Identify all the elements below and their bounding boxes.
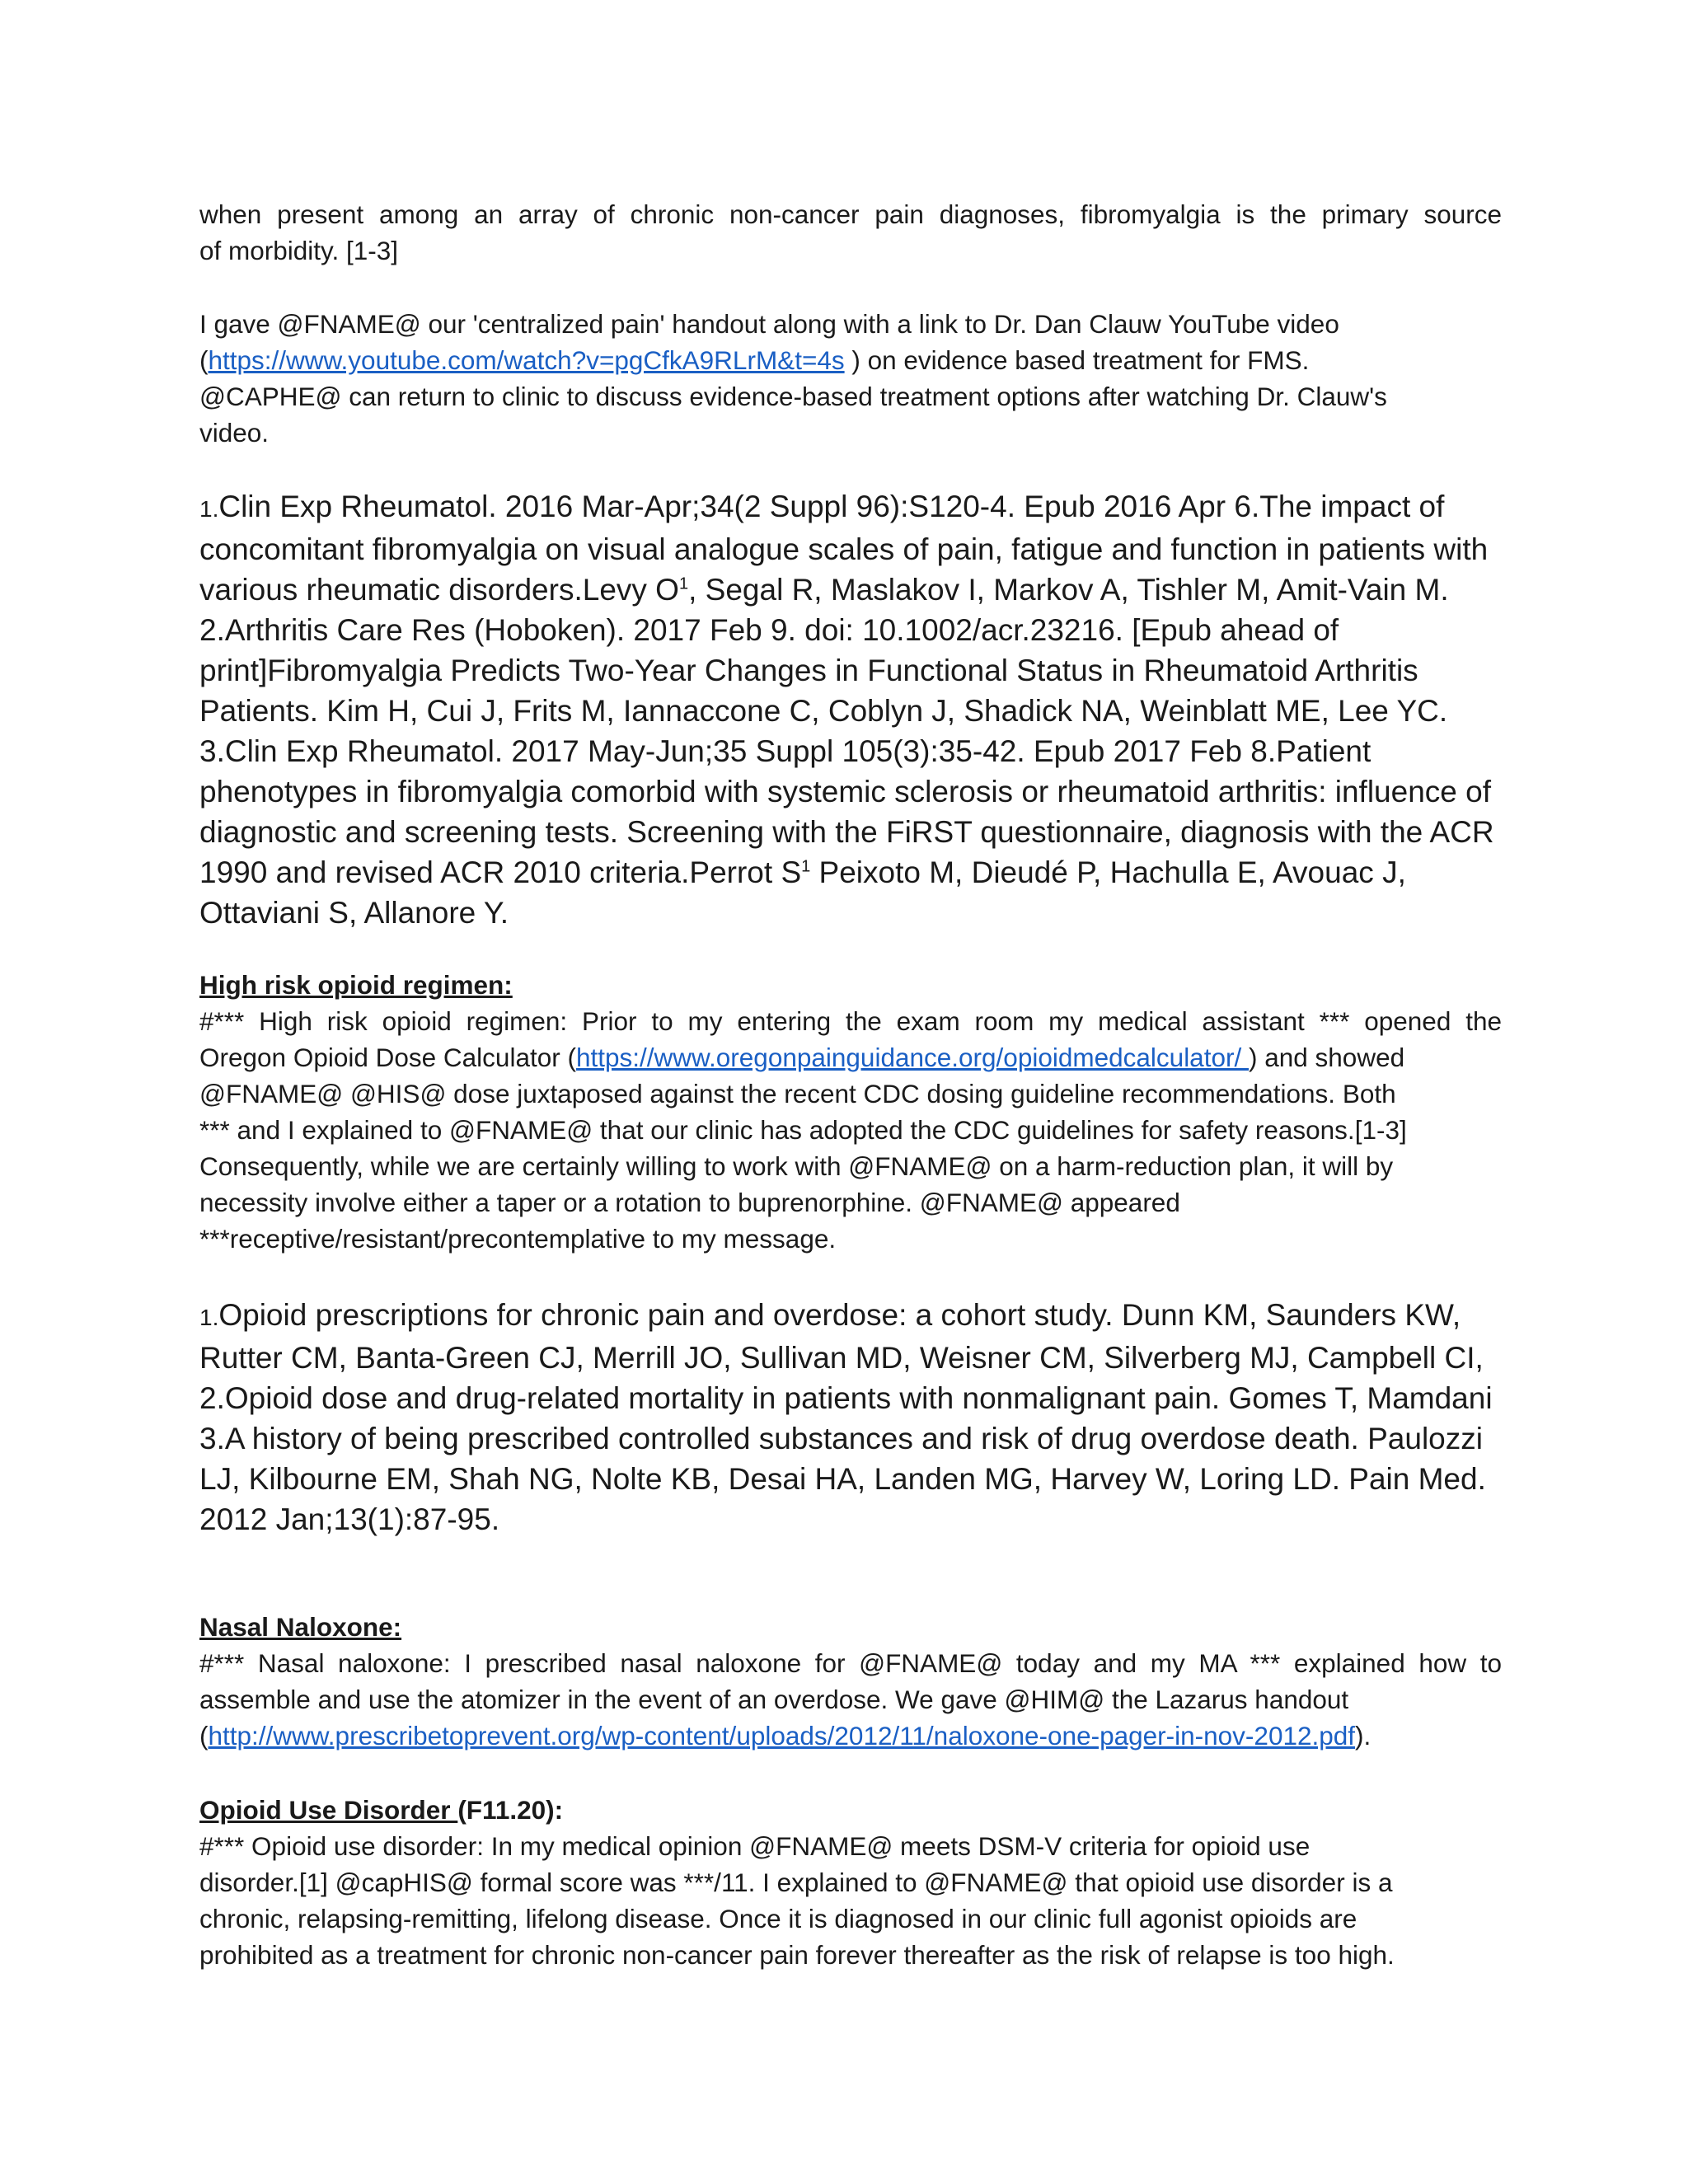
oud-section [199, 1792, 1502, 1973]
section-heading: Nasal Naloxone: [199, 1612, 402, 1642]
text-line: #*** Nasal naloxone: I prescribed nasal naloxone for @FNAME@ today and my MA *** explained how to [199, 1648, 1502, 1678]
text-line: @CAPHE@ can return to clinic to discuss evidence-based treatment options after watching Dr. Clauw's [199, 382, 1387, 411]
text-line [199, 1039, 1502, 1076]
reference-line: print]Fibromyalgia Predicts Two-Year Changes in Functional Status in Rheumatoid Arthritis [199, 654, 1418, 687]
naloxone-handout-link[interactable]: http://www.prescribetoprevent.org/wp-content/uploads/2012/11/naloxone-one-pager-in-nov-2012.pdf [208, 1721, 1356, 1750]
reference-line: Patients. Kim H, Cui J, Frits M, Iannaccone C, Coblyn J, Shadick NA, Weinblatt ME, Lee YC. [199, 694, 1448, 728]
section-heading [199, 1792, 1502, 1828]
text-line: video. [199, 418, 270, 448]
text-line: disorder.[1] @capHIS@ formal score was ***/11. I explained to @FNAME@ that opioid use disorder is a [199, 1868, 1393, 1897]
naloxone-section [199, 1609, 1502, 1754]
text-fragment: ) on evidence based treatment for FMS. [844, 345, 1310, 375]
intro-paragraph-2 [199, 306, 1502, 451]
opioid-calculator-link[interactable]: https://www.oregonpainguidance.org/opioidmedcalculator/ [575, 1043, 1249, 1072]
text-line: prohibited as a treatment for chronic non-cancer pain forever thereafter as the risk of relapse is too high. [199, 1940, 1395, 1970]
reference-line: diagnostic and screening tests. Screening with the FiRST questionnaire, diagnosis with the ACR [199, 815, 1494, 849]
text-fragment: ( [199, 1721, 209, 1750]
text-fragment: ). [1355, 1721, 1372, 1750]
superscript: 1 [801, 857, 811, 876]
opioid-references [199, 1295, 1502, 1540]
text-line: of morbidity. [1-3] [199, 236, 399, 265]
reference-line: LJ, Kilbourne EM, Shah NG, Nolte KB, Desai HA, Landen MG, Harvey W, Loring LD. Pain Med. [199, 1462, 1486, 1496]
reference-number: 1. [199, 496, 219, 522]
reference-line: phenotypes in fibromyalgia comorbid with systemic sclerosis or rheumatoid arthritis: influence of [199, 775, 1492, 808]
reference-line [199, 569, 1502, 610]
text-fragment: Oregon Opioid Dose Calculator ( [199, 1043, 576, 1072]
diagnosis-code: (F11.20): [457, 1795, 564, 1825]
text-line: #*** High risk opioid regimen: Prior to my entering the exam room my medical assistant *** opened the [199, 1006, 1502, 1036]
text-fragment: Peixoto M, Dieudé P, Hachulla E, Avouac J, [810, 855, 1406, 889]
fibromyalgia-references [199, 486, 1502, 933]
youtube-video-link[interactable]: https://www.youtube.com/watch?v=pgCfkA9RLrM&t=4s [208, 345, 845, 375]
section-heading: High risk opioid regimen: [199, 970, 513, 1000]
reference-line: concomitant fibromyalgia on visual analogue scales of pain, fatigue and function in patients with [199, 532, 1489, 566]
text-line: #*** Opioid use disorder: In my medical opinion @FNAME@ meets DSM-V criteria for opioid use [199, 1831, 1311, 1861]
text-fragment: , Segal R, Maslakov I, Markov A, Tishler M, Amit-Vain M. [688, 573, 1449, 607]
text-line [199, 342, 1502, 378]
text-line [199, 1718, 1502, 1754]
reference-line [199, 486, 1502, 529]
reference-line: 3.Clin Exp Rheumatol. 2017 May-Jun;35 Suppl 105(3):35-42. Epub 2017 Feb 8.Patient [199, 734, 1372, 768]
superscript: 1 [678, 574, 689, 593]
reference-line: 3.A history of being prescribed controlled substances and risk of drug overdose death. Paulozzi [199, 1422, 1483, 1455]
reference-line [199, 1295, 1502, 1338]
text-fragment: Opioid prescriptions for chronic pain and overdose: a cohort study. Dunn KM, Saunders KW, [218, 1298, 1461, 1332]
reference-line: 2012 Jan;13(1):87-95. [199, 1502, 500, 1536]
text-fragment: Clin Exp Rheumatol. 2016 Mar-Apr;34(2 Suppl 96):S120-4. Epub 2016 Apr 6.The impact of [218, 490, 1445, 523]
text-line: *** and I explained to @FNAME@ that our clinic has adopted the CDC guidelines for safety reasons.[1-3] [199, 1115, 1407, 1145]
reference-line [199, 852, 1502, 893]
text-line: @FNAME@ @HIS@ dose juxtaposed against the recent CDC dosing guideline recommendations. Both [199, 1079, 1396, 1108]
text-line: assemble and use the atomizer in the event of an overdose. We gave @HIM@ the Lazarus handout [199, 1685, 1349, 1714]
text-line: Consequently, while we are certainly willing to work with @FNAME@ on a harm-reduction plan, it will by [199, 1151, 1394, 1181]
reference-number: 1. [199, 1305, 219, 1330]
heading-text: Opioid Use Disorder [199, 1795, 458, 1825]
text-fragment: ) and showed [1248, 1043, 1405, 1072]
text-line: necessity involve either a taper or a rotation to buprenorphine. @FNAME@ appeared [199, 1188, 1180, 1217]
text-line: chronic, relapsing-remitting, lifelong disease. Once it is diagnosed in our clinic full agonist opioids are [199, 1904, 1357, 1933]
text-line: when present among an array of chronic non-cancer pain diagnoses, fibromyalgia is the primary source [199, 199, 1502, 229]
text-line: I gave @FNAME@ our 'centralized pain' handout along with a link to Dr. Dan Clauw YouTube video [199, 309, 1339, 339]
reference-line: 2.Arthritis Care Res (Hoboken). 2017 Feb 9. doi: 10.1002/acr.23216. [Epub ahead of [199, 613, 1339, 647]
intro-paragraph-1 [199, 196, 1502, 269]
text-line: ***receptive/resistant/precontemplative to my message. [199, 1224, 837, 1254]
text-fragment: 1990 and revised ACR 2010 criteria.Perrot S [199, 855, 802, 889]
reference-line: Ottaviani S, Allanore Y. [199, 896, 509, 930]
text-fragment: various rheumatic disorders.Levy O [199, 573, 679, 607]
reference-line: Rutter CM, Banta-Green CJ, Merrill JO, Sullivan MD, Weisner CM, Silverberg MJ, Campbell CI, [199, 1341, 1484, 1375]
reference-line: 2.Opioid dose and drug-related mortality in patients with nonmalignant pain. Gomes T, Mamdani [199, 1381, 1493, 1415]
text-fragment: ( [199, 345, 209, 375]
opioid-regimen-section [199, 967, 1502, 1257]
